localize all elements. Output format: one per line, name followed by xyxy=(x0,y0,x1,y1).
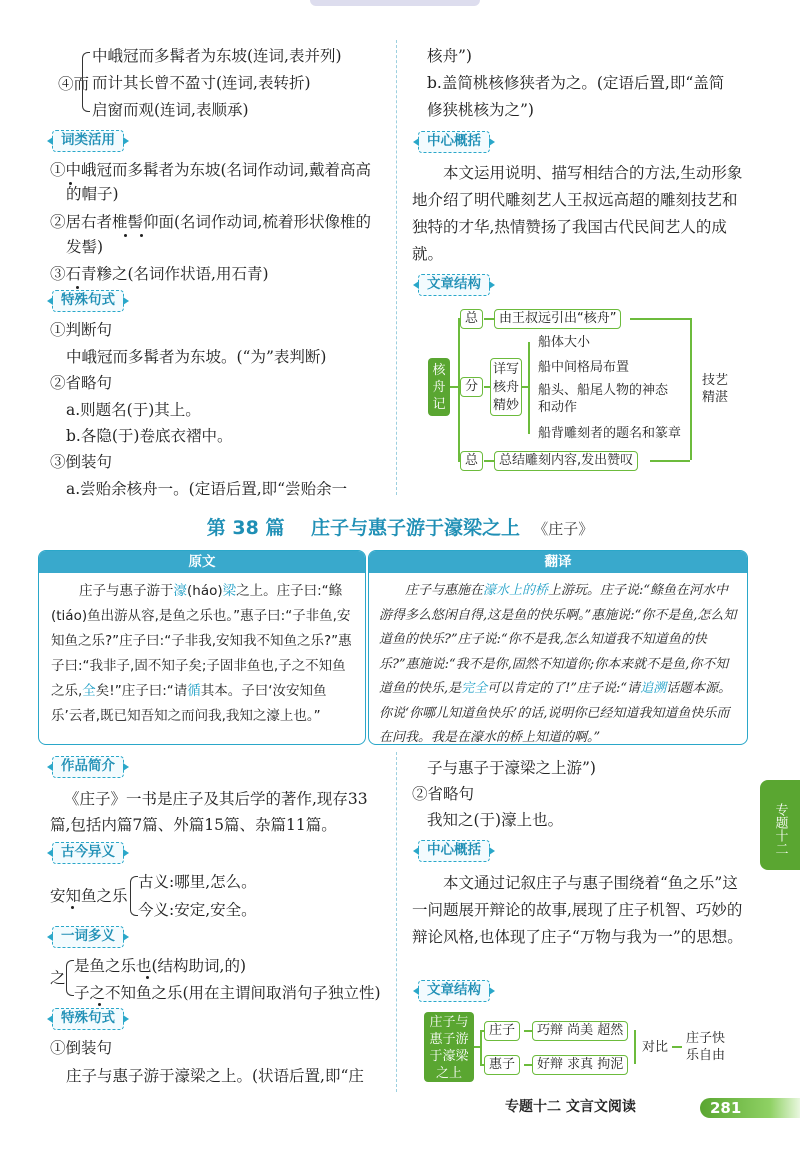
yuanwen-highlight: 濠 xyxy=(173,583,187,599)
fen-mid-box: 详写核舟精妙 xyxy=(490,358,522,416)
emphasis-dot xyxy=(146,976,149,979)
yuanwen-seg: 庄子与惠子游于 xyxy=(79,583,174,599)
fanyi-seg: 话题本源。你说‘你哪儿知道鱼快乐’的话,说明你已经知道我知道鱼快乐而在问我。我是在濠水的桥上知道的啊。” xyxy=(379,681,732,745)
huizi-text: 好辩 求真 拘泥 xyxy=(532,1055,628,1075)
article-source: 《庄子》 xyxy=(533,520,594,538)
page-number: 281 xyxy=(700,1098,800,1118)
emphasis-dot xyxy=(76,286,79,289)
gujin-item: 古义:哪里,怎么。 xyxy=(138,873,257,891)
cont-line: 子与惠子于濠梁之上游”) xyxy=(427,759,596,777)
connector xyxy=(480,1030,482,1064)
column-divider xyxy=(396,40,397,495)
yici-item: 是鱼之乐也(结构助词,的) xyxy=(74,957,247,975)
emphasis-dot xyxy=(98,1003,101,1006)
connector xyxy=(630,318,690,320)
yuanwen-seg: 矣!”庄子曰:“请 xyxy=(95,683,188,699)
yuanwen-panel xyxy=(38,550,366,745)
connector xyxy=(484,460,494,462)
zhuangzi-box: 庄子 xyxy=(484,1021,520,1041)
connector xyxy=(484,318,494,320)
teshu-line: ①倒装句 xyxy=(50,1039,113,1057)
emphasis-dot xyxy=(124,234,127,237)
emphasis-dot xyxy=(140,234,143,237)
cilei-line: ③石青糁之(名词作状语,用石青) xyxy=(50,265,269,283)
connector xyxy=(524,1030,532,1032)
yuanwen-highlight: 梁 xyxy=(222,583,237,599)
connector xyxy=(690,318,692,460)
cilei-line: 的帽子) xyxy=(66,185,119,203)
fanyi-highlight: 完全 xyxy=(461,681,488,696)
gujin-brace xyxy=(130,876,138,916)
tag-jiegou: 文章结构 xyxy=(418,274,490,296)
teshu-line: ①判断句 xyxy=(50,321,113,339)
article-name: 庄子与惠子游于濠梁之上 xyxy=(310,517,520,539)
tag-yici: 一词多义 xyxy=(52,926,124,948)
fen-box: 分 xyxy=(460,377,483,397)
cilei-line: ②居右者椎髻仰面(名词作动词,梳着形状像椎的 xyxy=(50,213,371,231)
er-brace xyxy=(82,52,90,112)
cilei-line: 发髻) xyxy=(66,238,104,256)
connector xyxy=(524,1064,532,1066)
zong2-box: 总 xyxy=(460,451,483,471)
yuanwen-seg: 其本。子曰‘汝安知鱼乐’云者,既已知吾知之而问我,我知之濠上也。” xyxy=(51,683,327,724)
teshu-line: ②省略句 xyxy=(50,374,113,392)
er-item: 启窗而观(连词,表顺承) xyxy=(92,101,249,119)
article-number: 第 38 篇 xyxy=(206,517,285,539)
fanyi-seg: 可以肯定的了!”庄子说:“请 xyxy=(487,681,641,696)
cont-line: b.盖简桃核修狭者为之。(定语后置,即“盖简 xyxy=(427,74,725,92)
tag-teshu-2: 特殊句式 xyxy=(52,1008,124,1030)
jianjie-text: 《庄子》一书是庄子及其后学的著作,现存33篇,包括内篇7篇、外篇15篇、杂篇11篇。 xyxy=(50,790,368,834)
teshu-line: a.则题名(于)其上。 xyxy=(66,401,201,419)
cont-line: 我知之(于)濠上也。 xyxy=(427,811,564,829)
fen-item: 船头、船尾人物的神态和动作 xyxy=(538,383,669,415)
teshu-line: 庄子与惠子游于濠梁之上。(状语后置,即“庄 xyxy=(66,1067,364,1085)
top-mark xyxy=(310,0,480,6)
zong1-text: 由王叔远引出“核舟” xyxy=(494,309,621,329)
cont-line: ②省略句 xyxy=(412,785,475,803)
tag-zhongxin-2: 中心概括 xyxy=(418,840,490,862)
connector xyxy=(672,1046,682,1048)
cont-line: 修狭桃核为之”) xyxy=(427,101,534,119)
gujin-item: 今义:安定,安全。 xyxy=(138,901,257,919)
teshu-line: 中峨冠而多髯者为东坡。(“为”表判断) xyxy=(66,348,327,366)
connector xyxy=(528,342,530,434)
cilei-line: ①中峨冠而多髯者为东坡(名词作动词,戴着高高 xyxy=(50,161,371,179)
root-box: 核舟记 xyxy=(428,358,450,416)
yuanwen-seg: 之上。庄子曰:“鲦(tiáo)鱼出游从容,是鱼之乐也。”惠子曰:“子非鱼,安知鱼之乐?”庄子曰:“子非我,安知我不知鱼之乐?”惠子曰:“我非子,固不知子矣;子固非鱼也,子之不知鱼之乐, xyxy=(51,583,352,699)
yici-label: 之 xyxy=(50,969,66,987)
yici-brace xyxy=(66,960,74,996)
yuanwen-highlight: 循 xyxy=(187,683,201,699)
fanyi-panel xyxy=(368,550,748,745)
zhuangzi-text: 巧辩 尚美 超然 xyxy=(532,1021,628,1041)
tag-jianjie: 作品简介 xyxy=(52,756,124,778)
connector xyxy=(650,460,690,462)
article-title xyxy=(0,514,800,543)
zhongxin-text-2: 本文通过记叙庄子与惠子围绕着“鱼之乐”这一问题展开辩论的故事,展现了庄子机智、巧妙的辩论风格,也体现了庄子“万物与我为一”的思想。 xyxy=(412,874,743,946)
huizi-box: 惠子 xyxy=(484,1055,520,1075)
zong1-box: 总 xyxy=(460,309,483,329)
mid-text: 对比 xyxy=(642,1040,669,1055)
column-divider xyxy=(396,752,397,1092)
gujin-label: 安知鱼之乐 xyxy=(50,887,128,905)
yuanwen-highlight: 全 xyxy=(82,683,96,699)
tag-jiegou-2: 文章结构 xyxy=(418,980,490,1002)
tag-cilei: 词类活用 xyxy=(52,130,124,152)
tag-teshu: 特殊句式 xyxy=(52,290,124,312)
chapter-side-tab: 专题十二 xyxy=(760,780,800,870)
teshu-line: ③倒装句 xyxy=(50,453,113,471)
yuanwen-head: 原文 xyxy=(39,551,365,573)
zhongxin-text: 本文运用说明、描写相结合的方法,生动形象地介绍了明代雕刻艺人王叔远高超的雕刻技艺和独特的才华,热情赞扬了我国古代民间艺人的成就。 xyxy=(412,164,743,263)
emphasis-dot xyxy=(71,906,74,909)
yuanwen-seg: (háo) xyxy=(187,583,223,599)
result-text: 庄子快乐自由 xyxy=(686,1031,726,1063)
fanyi-text xyxy=(369,573,747,745)
yici-item: 子之不知鱼之乐(用在主谓间取消句子独立性) xyxy=(74,984,381,1002)
fanyi-highlight: 濠水上的桥 xyxy=(483,583,549,598)
teshu-line: a.尝贻余核舟一。(定语后置,即“尝贻余一 xyxy=(66,480,348,498)
connector xyxy=(450,386,458,388)
er-label: ④而 xyxy=(58,75,90,93)
fen-item: 船中间格局布置 xyxy=(538,360,630,375)
zong2-text: 总结雕刻内容,发出赞叹 xyxy=(494,451,638,471)
footer-label: 专题十二 文言文阅读 xyxy=(505,1099,636,1115)
fanyi-head: 翻译 xyxy=(369,551,747,573)
fen-item: 船体大小 xyxy=(538,335,591,350)
fanyi-seg: 庄子与惠施在 xyxy=(405,583,484,598)
fen-result: 技艺精湛 xyxy=(702,373,729,405)
er-item: 中峨冠而多髯者为东坡(连词,表并列) xyxy=(92,47,342,65)
root-box: 庄子与惠子游于濠梁之上 xyxy=(424,1012,474,1082)
tag-gujin: 古今异义 xyxy=(52,842,124,864)
fen-item: 船背雕刻者的题名和篆章 xyxy=(538,426,682,441)
er-item: 而计其长曾不盈寸(连词,表转折) xyxy=(92,74,311,92)
cont-line: 核舟”) xyxy=(427,47,472,65)
yuanwen-text xyxy=(39,573,365,735)
tag-zhongxin: 中心概括 xyxy=(418,131,490,153)
connector xyxy=(634,1030,636,1064)
teshu-line: b.各隐(于)卷底衣褶中。 xyxy=(66,427,233,445)
fanyi-highlight: 追溯 xyxy=(640,681,667,696)
fanyi-seg: 上游玩。庄子说:“鲦鱼在河水中游得多么悠闲自得,这是鱼的快乐啊。”惠施说:“你不是鱼,怎么知道鱼的快乐?”庄子说:“你不是我,怎么知道我不知道鱼的快乐?”惠施说:“我不是你,固然不知道你;你本来就不是鱼,你不知道鱼的快乐,是 xyxy=(379,583,737,696)
